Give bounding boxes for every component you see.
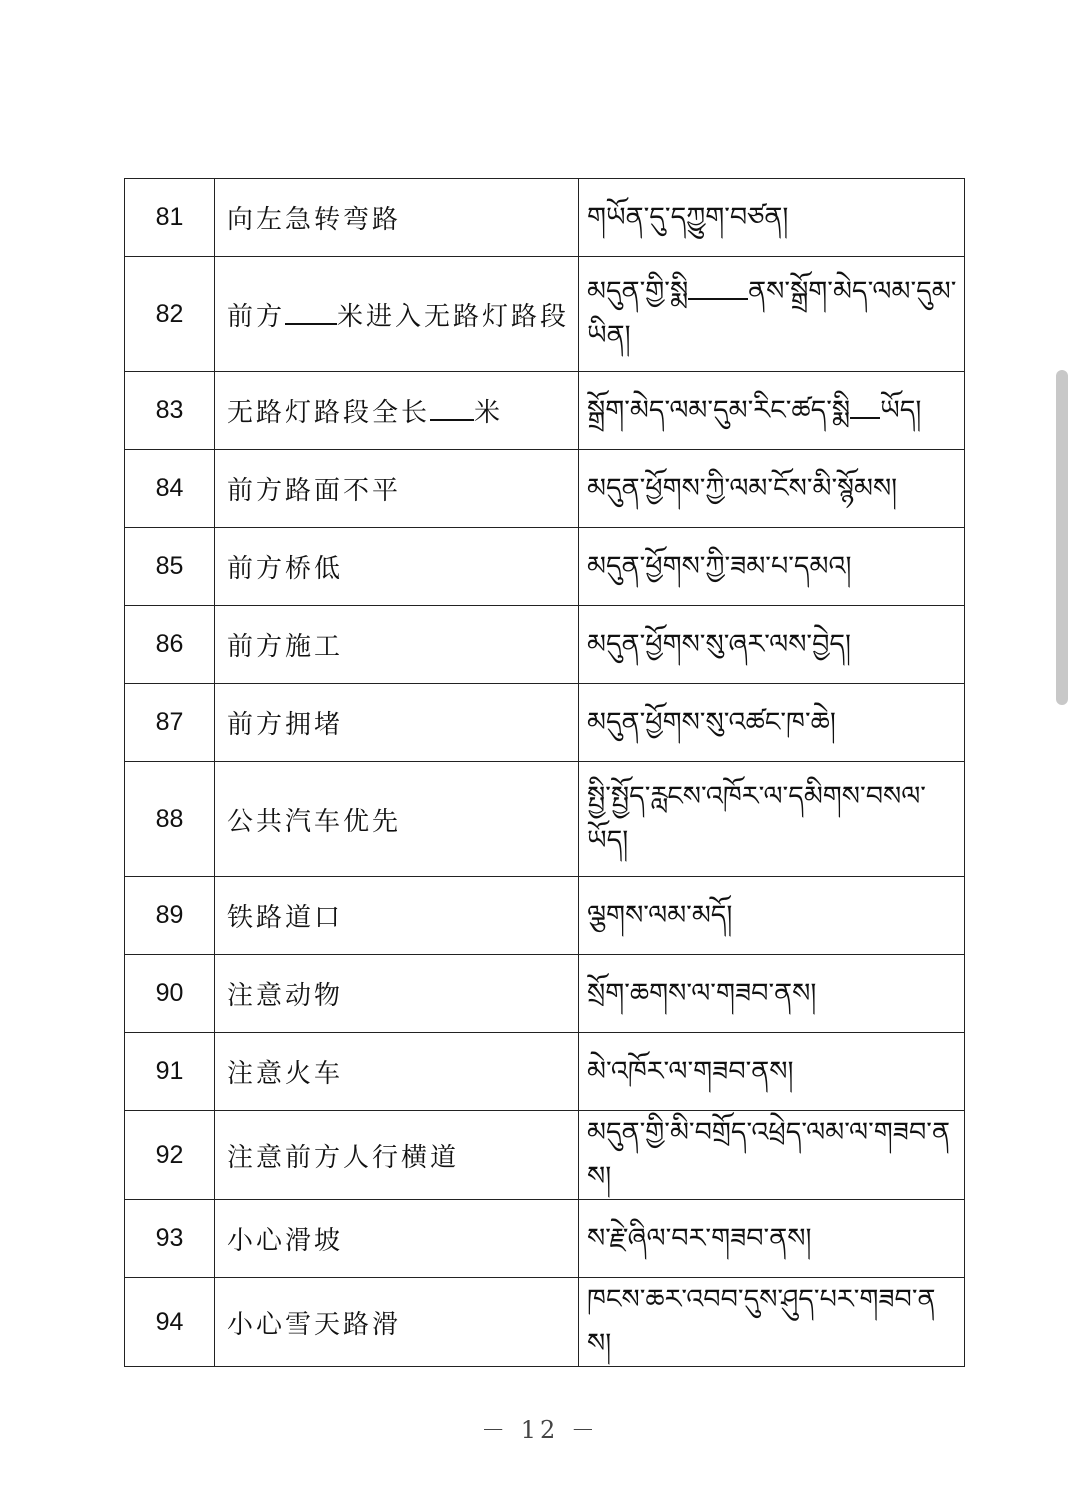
chinese-term: 公共汽车优先	[215, 762, 579, 877]
row-number: 84	[125, 450, 215, 528]
table-row	[125, 955, 965, 1033]
tibetan-term-part: མདུན་གྱི་སྨི	[587, 276, 689, 307]
row-number: 94	[125, 1278, 215, 1367]
row-number: 92	[125, 1111, 215, 1200]
fill-blank	[430, 399, 474, 421]
tibetan-term: མདུན་ཕྱོགས་ཀྱི་ལམ་ངོས་མི་སྙོམས།	[579, 450, 965, 528]
chinese-term: 注意动物	[215, 955, 579, 1033]
table-row	[125, 877, 965, 955]
row-number: 91	[125, 1033, 215, 1111]
chinese-term: 向左急转弯路	[215, 179, 579, 257]
chinese-term: 前方路面不平	[215, 450, 579, 528]
row-number: 93	[125, 1200, 215, 1278]
chinese-term: 小心雪天路滑	[215, 1278, 579, 1367]
row-number: 89	[125, 877, 215, 955]
chinese-term: 小心滑坡	[215, 1200, 579, 1278]
chinese-term: 前方桥低	[215, 528, 579, 606]
chinese-term-part: 无路灯路段全长	[227, 398, 431, 428]
fill-blank	[850, 397, 880, 419]
table-row	[125, 257, 965, 372]
tibetan-term: མདུན་ཕྱོགས་ཀྱི་ཟམ་པ་དམའ།	[579, 528, 965, 606]
tibetan-term: མདུན་ཕྱོགས་སུ་འཚང་ཁ་ཆེ།	[579, 684, 965, 762]
table-row	[125, 1278, 965, 1367]
tibetan-term	[579, 257, 965, 372]
chinese-term-part: 米	[474, 398, 504, 428]
table-row	[125, 1111, 965, 1200]
row-number: 82	[125, 257, 215, 372]
table-row	[125, 606, 965, 684]
table-row	[125, 1033, 965, 1111]
tibetan-term: ཁངས་ཆར་འབབ་དུས་ཤུད་པར་གཟབ་ནས།	[579, 1278, 965, 1367]
row-number: 85	[125, 528, 215, 606]
row-number: 83	[125, 372, 215, 450]
row-number: 81	[125, 179, 215, 257]
table-row	[125, 1200, 965, 1278]
chinese-term-part: 米进入无路灯路段	[337, 301, 570, 332]
row-number: 86	[125, 606, 215, 684]
chinese-term: 前方拥堵	[215, 684, 579, 762]
chinese-term: 铁路道口	[215, 877, 579, 955]
tibetan-term-part: ཡོད།	[880, 394, 922, 426]
tibetan-term: མདུན་གྱི་མི་བགྲོད་འཕྲེད་ལམ་ལ་གཟབ་ནས།	[579, 1111, 965, 1200]
chinese-term: 注意火车	[215, 1033, 579, 1111]
row-number: 90	[125, 955, 215, 1033]
chinese-term-part: 前方	[227, 301, 286, 332]
table-row	[125, 762, 965, 877]
chinese-term: 前方施工	[215, 606, 579, 684]
fill-blank	[688, 278, 748, 300]
tibetan-term	[579, 372, 965, 450]
row-number: 88	[125, 762, 215, 877]
table-row	[125, 179, 965, 257]
table-row	[125, 450, 965, 528]
row-number: 87	[125, 684, 215, 762]
tibetan-term: གཡོན་དུ་དཀྱུག་བཙན།	[579, 179, 965, 257]
terminology-table	[124, 178, 965, 1367]
tibetan-term: སྤྱི་སྤྱོད་རླངས་འཁོར་ལ་དམིགས་བསལ་ཡོད།	[579, 762, 965, 877]
table-row	[125, 684, 965, 762]
chinese-term	[215, 372, 579, 450]
tibetan-term-part: སྒྲོག་མེད་ལམ་དུམ་རིང་ཚད་སྨི	[587, 394, 851, 426]
table-row	[125, 528, 965, 606]
tibetan-term: ལྕགས་ལམ་མདོ།	[579, 877, 965, 955]
tibetan-term: མེ་འཁོར་ལ་གཟབ་ནས།	[579, 1033, 965, 1111]
tibetan-term: ས་རྗེ་ཞིལ་བར་གཟབ་ནས།	[579, 1200, 965, 1278]
fill-blank	[285, 303, 337, 325]
chinese-term	[215, 257, 579, 372]
scrollbar[interactable]	[1056, 370, 1068, 705]
tibetan-term-part: ནས་སྒྲོག་མེད་ལམ་དུམ་ཡིན།	[587, 276, 957, 351]
tibetan-term: སྲོག་ཆགས་ལ་གཟབ་ནས།	[579, 955, 965, 1033]
chinese-term: 注意前方人行横道	[215, 1111, 579, 1200]
tibetan-term: མདུན་ཕྱོགས་སུ་ཞར་ལས་བྱེད།	[579, 606, 965, 684]
table-row	[125, 372, 965, 450]
page-number: － 12 －	[481, 1416, 599, 1444]
